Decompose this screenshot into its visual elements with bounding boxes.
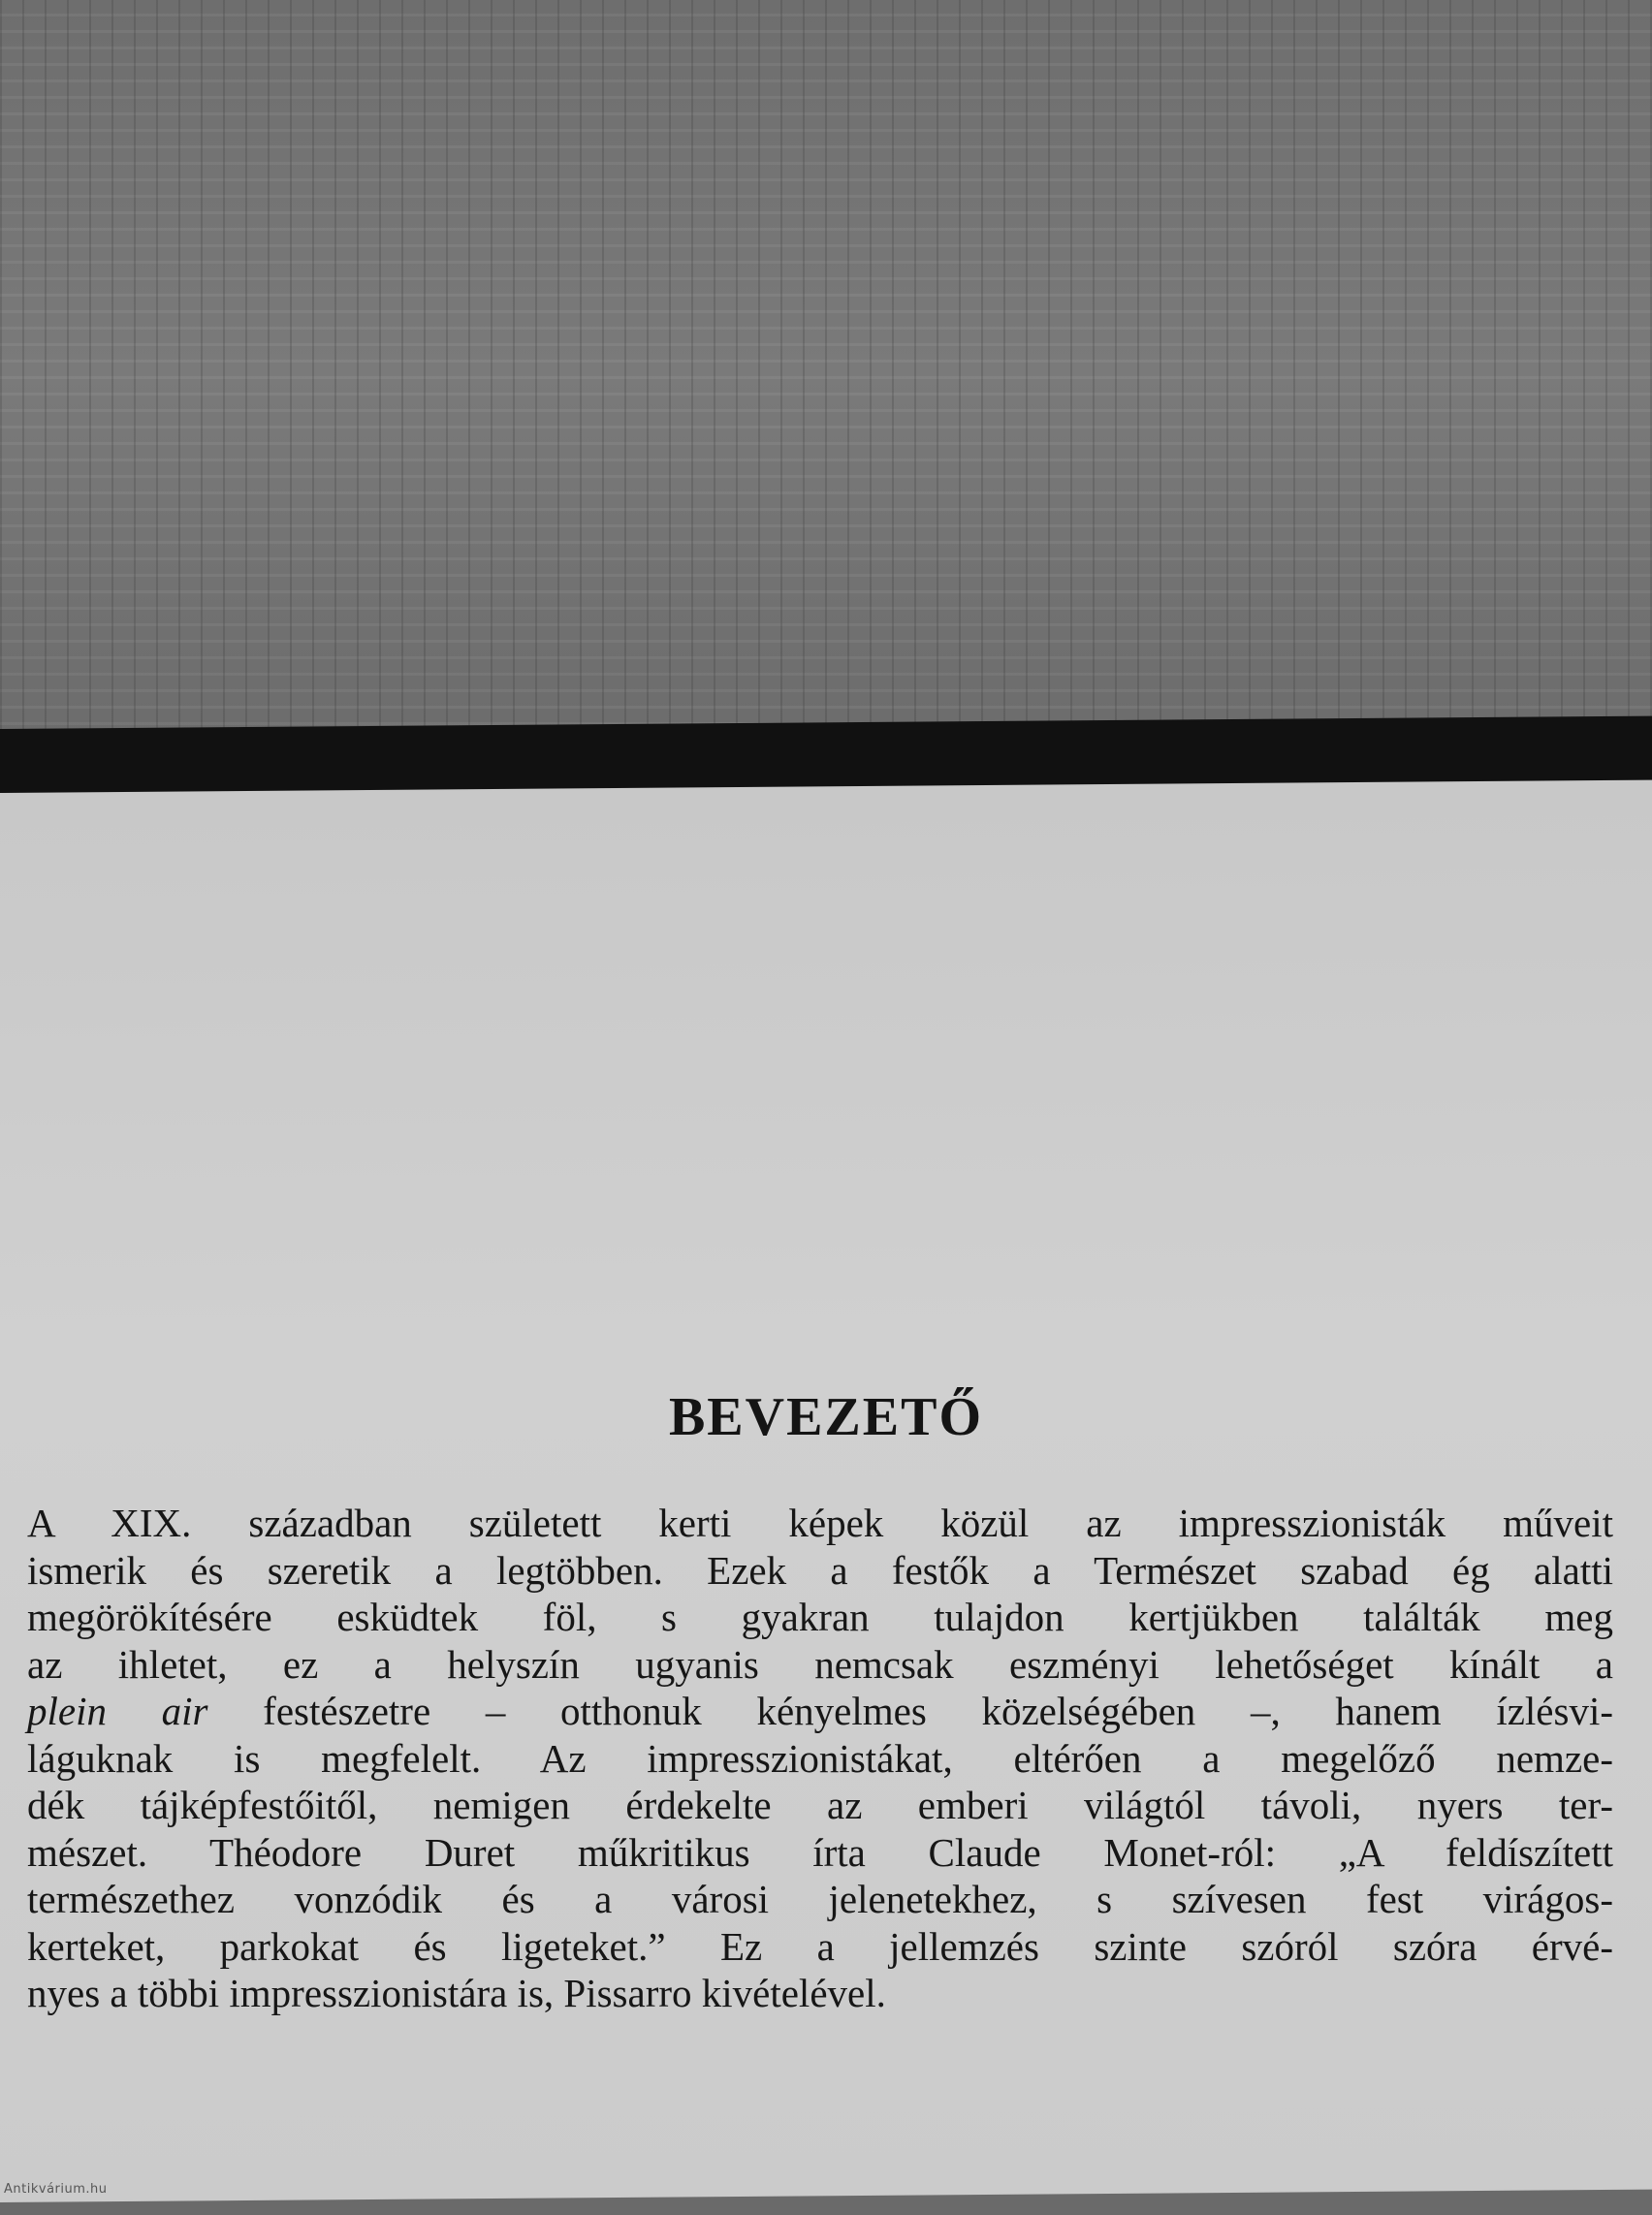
paragraph-line: ismerik és szeretik a legtöbben. Ezek a festők a Természet szabad ég alatti <box>27 1547 1613 1593</box>
paragraph-line: dék tájképfestőitől, nemigen érdekelte az emberi világtól távoli, nyers ter- <box>27 1783 1613 1827</box>
watermark: Antikvárium.hu <box>4 2182 108 2197</box>
paragraph-line <box>27 1688 1613 1735</box>
backdrop-surface <box>0 0 1652 742</box>
paragraph-line: az ihletet, ez a helyszín ugyanis nemcsak eszményi lehetőséget kínált a <box>27 1641 1613 1687</box>
paragraph-line: nyes a többi impresszionistára is, Pissarro kivételével. <box>27 1971 886 2015</box>
intro-paragraph <box>27 1500 1613 2017</box>
paragraph-line-rest: festészetre – otthonuk kényelmes közelségében –, hanem ízlésvi- <box>207 1689 1613 1733</box>
paragraph-line: természethez vonzódik és a városi jelenetekhez, s szívesen fest virágos- <box>27 1877 1613 1921</box>
paragraph-line: láguknak is megfelelt. Az impresszionistákat, eltérően a megelőző nemze- <box>27 1735 1613 1781</box>
paragraph-line: mészet. Théodore Duret műkritikus írta Claude Monet-ról: „A feldíszített <box>27 1829 1613 1875</box>
italic-phrase: plein air <box>27 1689 208 1733</box>
page-title: BEVEZETŐ <box>668 1387 984 1447</box>
paragraph-line: kerteket, parkokat és ligeteket.” Ez a jellemzés szinte szóról szóra érvé- <box>27 1923 1613 1969</box>
paragraph-line: A XIX. században született kerti képek közül az impresszionisták műveit <box>27 1501 1613 1545</box>
paragraph-line: megörökítésére esküdtek föl, s gyakran tulajdon kertjükben találták meg <box>27 1595 1613 1639</box>
book-page <box>0 780 1652 2202</box>
